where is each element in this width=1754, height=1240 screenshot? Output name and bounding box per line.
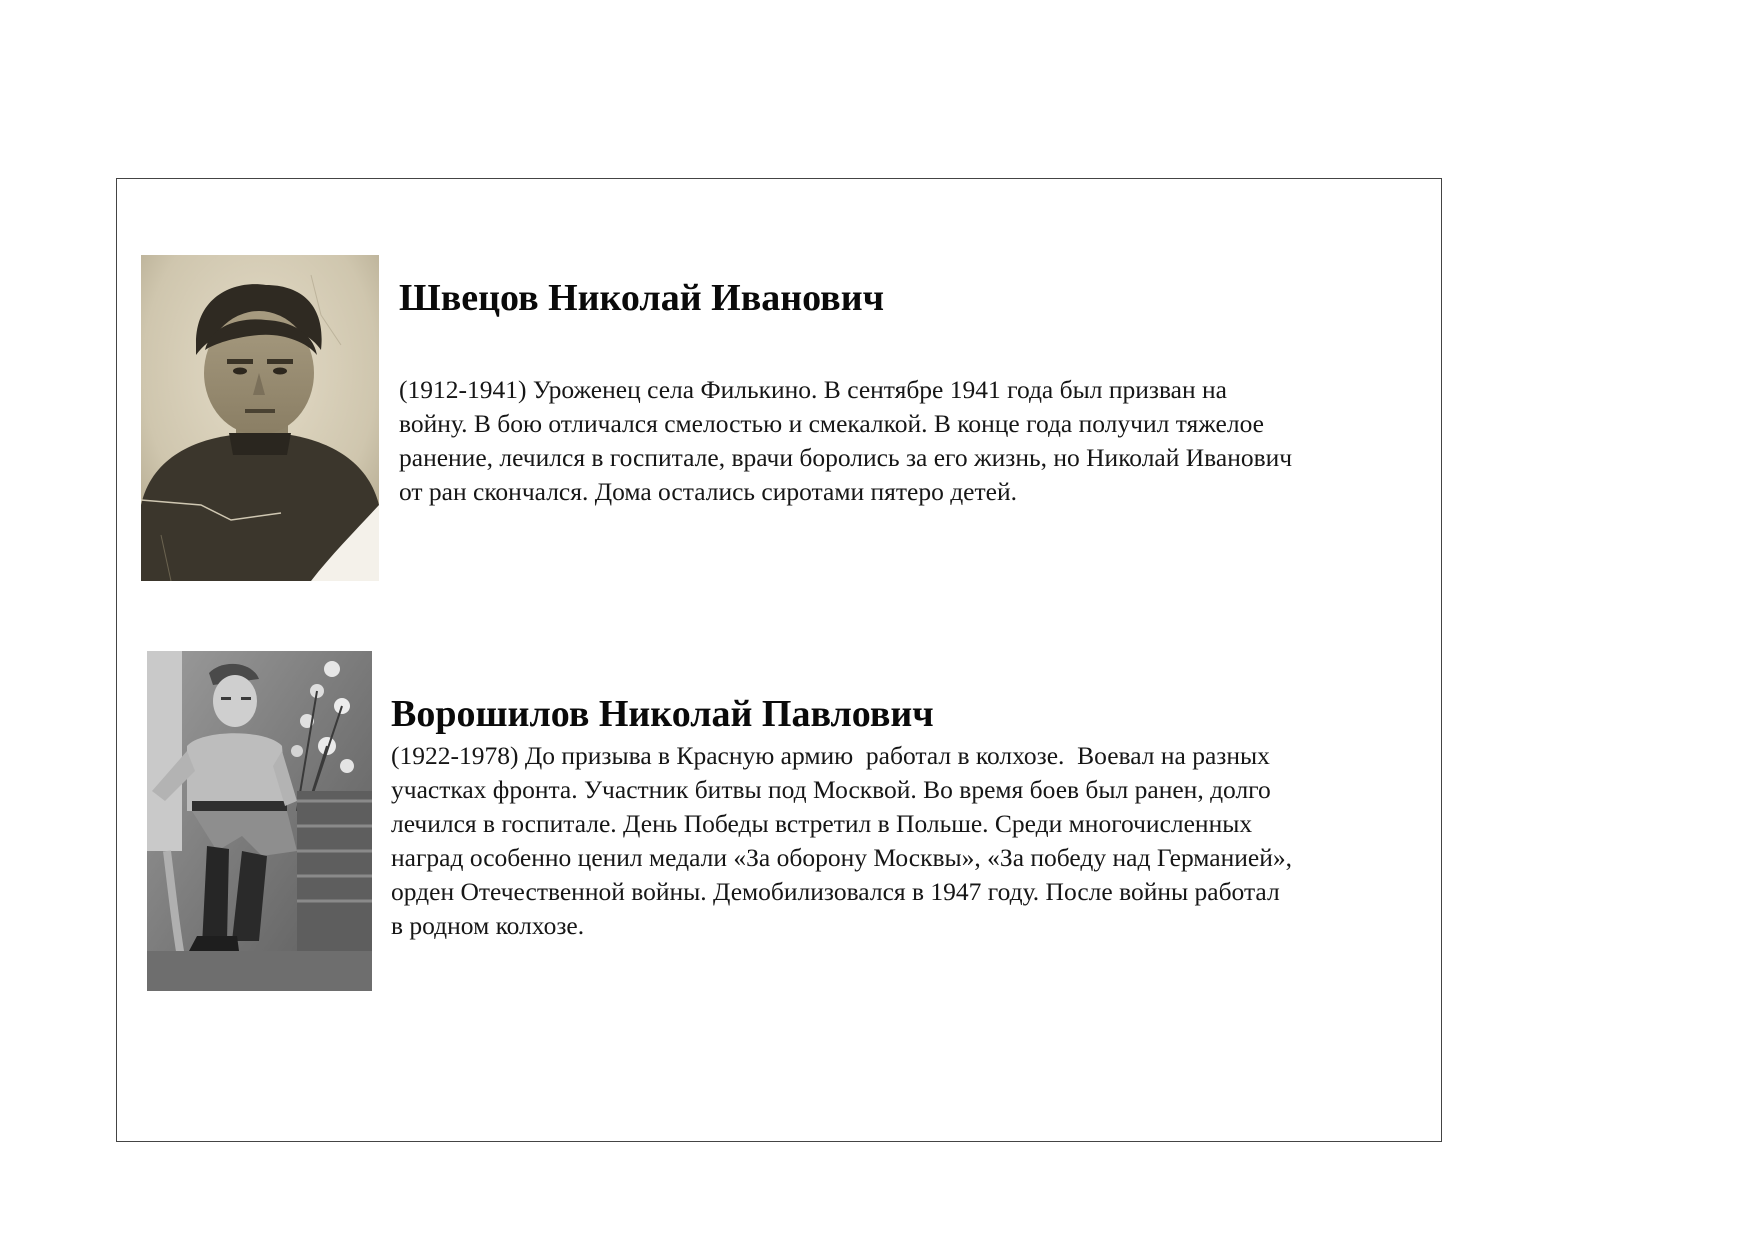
portrait-photo-icon	[141, 255, 379, 581]
soldier-photo-icon	[147, 651, 372, 991]
bio-line: войну. В бою отличался смелостью и смекалкой. В конце года получил тяжелое	[399, 409, 1264, 438]
bio-line: наград особенно ценил медали «За оборону Москвы», «За победу над Германией»,	[391, 843, 1292, 872]
bio-line: орден Отечественной войны. Демобилизовался в 1947 году. После войны работал	[391, 877, 1280, 906]
bio-line: лечился в госпитале. День Победы встретил в Польше. Среди многочисленных	[391, 809, 1253, 838]
person-name: Ворошилов Николай Павлович	[391, 693, 934, 735]
bio-line: ранение, лечился в госпитале, врачи боролись за его жизнь, но Николай Иванович	[399, 443, 1293, 472]
bio-line: в родном колхозе.	[391, 911, 585, 940]
person-name: Швецов Николай Иванович	[399, 277, 885, 319]
person-bio	[391, 739, 1437, 943]
bio-line: участках фронта. Участник битвы под Москвой. Во время боев был ранен, долго	[391, 775, 1271, 804]
bio-line: (1922-1978) До призыва в Красную армию работал в колхозе. Воевал на разных	[391, 741, 1270, 770]
bio-line: (1912-1941) Уроженец села Филькино. В сентябре 1941 года был призван на	[399, 375, 1227, 404]
person-bio	[399, 373, 1439, 509]
bio-line: от ран скончался. Дома остались сиротами пятеро детей.	[399, 477, 1017, 506]
